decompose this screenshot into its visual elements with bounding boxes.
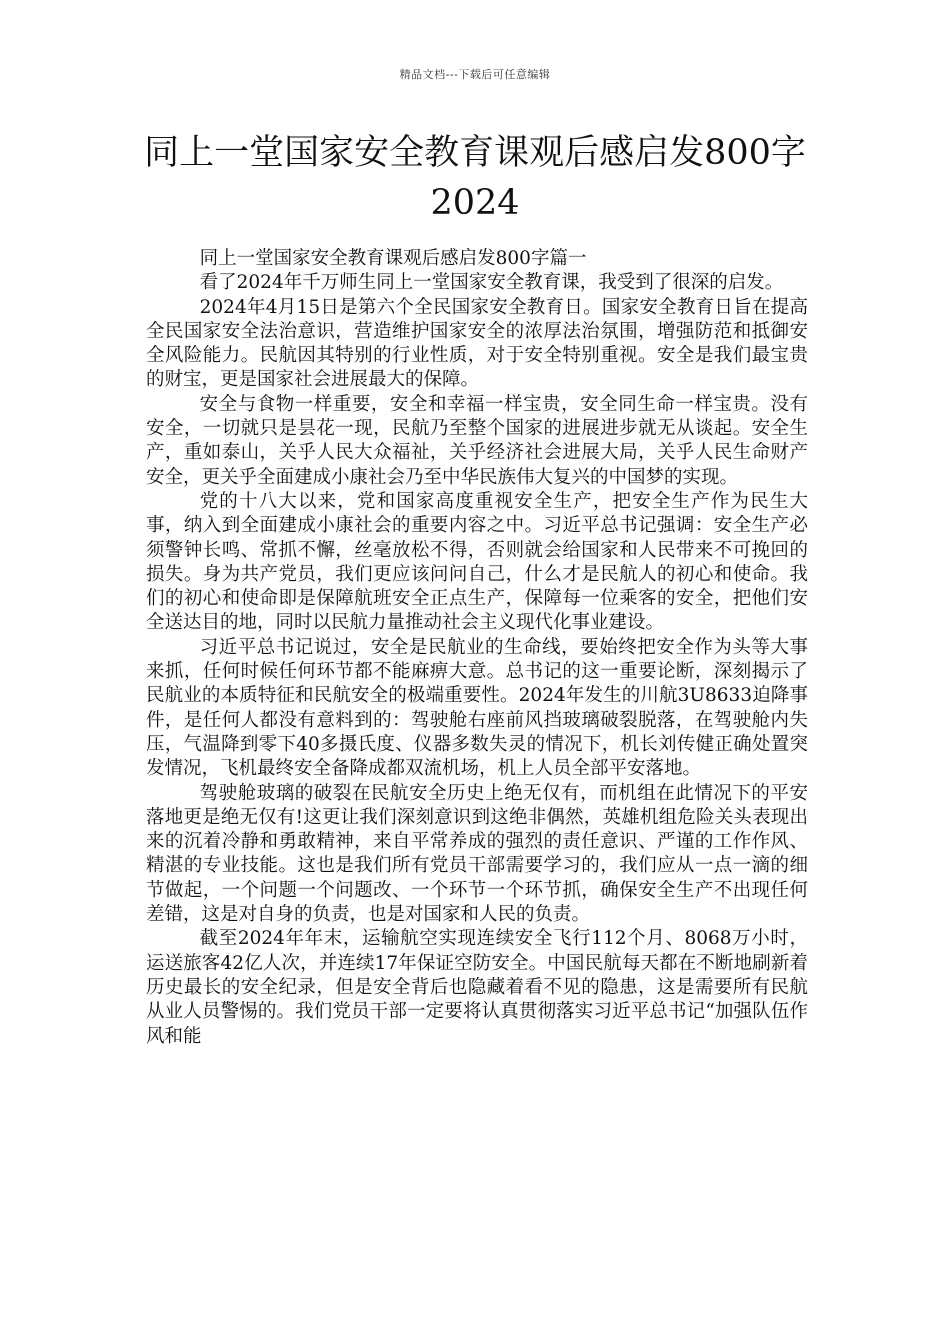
paragraph: 安全与食物一样重要，安全和幸福一样宝贵，安全同生命一样宝贵。没有安全，一切就只是昙花一现，民航乃至整个国家的进展进步就无从谈起。安全生产，重如泰山，关乎人民大众福祉，关乎经济社会进展大局，关乎人民生命财产安全，更关乎全面建成小康社会乃至中华民族伟大复兴的中国梦的实现。 — [146, 393, 808, 488]
paragraph: 看了2024年千万师生同上一堂国家安全教育课，我受到了很深的启发。 — [199, 272, 784, 294]
paragraph: 驾驶舱玻璃的破裂在民航安全历史上绝无仅有，而机组在此情况下的平安落地更是绝无仅有!这更让我们深刻意识到这绝非偶然，英雄机组危险关头表现出来的沉着冷静和勇敢精神，来自平常养成的强烈的责任意识、严谨的工作作风、精湛的专业技能。这也是我们所有党员干部需要学习的，我们应从一点一滴的细节做起，一个问题一个问题改、一个环节一个环节抓，确保安全生产不出现任何差错，这是对自身的负责，也是对国家和人民的负责。 — [146, 782, 808, 926]
document-body — [146, 247, 808, 1049]
paragraph: 党的十八大以来，党和国家高度重视安全生产，把安全生产作为民生大事，纳入到全面建成小康社会的重要内容之中。习近平总书记强调：安全生产必须警钟长鸣、常抓不懈，丝毫放松不得，否则就会给国家和人民带来不可挽回的损失。身为共产党员，我们更应该问问自己，什么才是民航人的初心和使命。我们的初心和使命即是保障航班安全正点生产，保障每一位乘客的安全，把他们安全送达目的地，同时以民航力量推动社会主义现代化事业建设。 — [146, 490, 808, 634]
paragraph-heading: 同上一堂国家安全教育课观后感启发800字篇一 — [199, 248, 587, 269]
header-note: 精品文档---下载后可任意编辑 — [399, 68, 551, 81]
paragraph: 习近平总书记说过，安全是民航业的生命线，要始终把安全作为头等大事来抓，任何时候任何环节都不能麻痹大意。总书记的这一重要论断，深刻揭示了民航业的本质特征和民航安全的极端重要性。2024年发生的川航3U8633迫降事件，是任何人都没有意料到的：驾驶舱右座前风挡玻璃破裂脱落，在驾驶舱内失压，气温降到零下40多摄氏度、仪器多数失灵的情况下，机长刘传健正确处置突发情况，飞机最终安全备降成都双流机场，机上人员全部平安落地。 — [146, 636, 808, 780]
paragraph: 2024年4月15日是第六个全民国家安全教育日。国家安全教育日旨在提高全民国家安全法治意识，营造维护国家安全的浓厚法治氛围，增强防范和抵御安全风险能力。民航因其特别的行业性质，对于安全特别重视。安全是我们最宝贵的财宝，更是国家社会进展最大的保障。 — [146, 296, 808, 391]
paragraph: 截至2024年年末，运输航空实现连续安全飞行112个月、8068万小时，运送旅客42亿人次，并连续17年保证空防安全。中国民航每天都在不断地刷新着历史最长的安全纪录，但是安全背后也隐藏着看不见的隐患，这是需要所有民航从业人员警惕的。我们党员干部一定要将认真贯彻落实习近平总书记“加强队伍作风和能 — [146, 928, 808, 1047]
document-title: 同上一堂国家安全教育课观后感启发800字2024 — [144, 133, 806, 223]
